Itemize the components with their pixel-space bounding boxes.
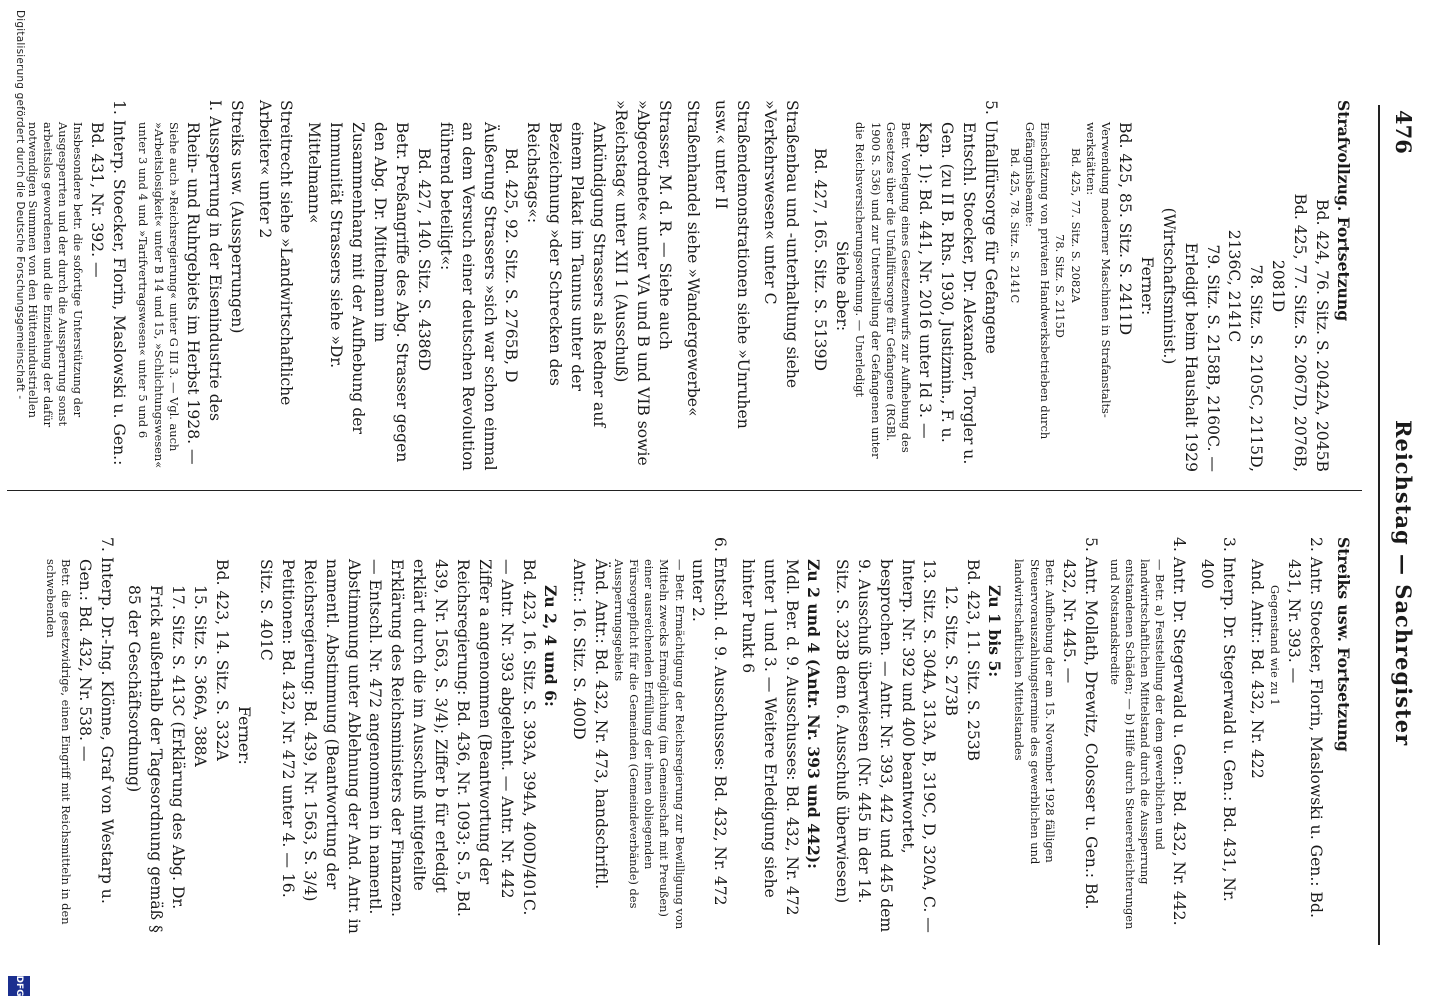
register-entry-line: Ferner:: [1137, 256, 1156, 316]
register-entry-line: Änd. Antr.: Bd. 432, Nr. 473, handschriftl. Antr.: 16. Sitz. S. 400D: [569, 559, 610, 890]
register-entry-line: Mdl. Ber. d. 9. Ausschusses: Bd. 432, Nr. 472 unter 1 und 3. — Weitere Erledigung siehe hinter Punkt 6: [739, 559, 802, 916]
register-entry-line: 6. Entschl. d. 9. Ausschusses: Bd. 432, Nr. 472 unter 2.: [689, 537, 730, 906]
register-entry-line: And. Antr.: Bd. 432, Nr. 422: [1248, 559, 1267, 779]
right-column: [42, 537, 1360, 934]
register-entry-line: 78. Sitz. S. 2115D: [1053, 234, 1068, 338]
register-entry-line: 2136C, 2141C: [1225, 229, 1244, 343]
register-entry-line: Bd. 423, 11. Sitz. S. 253B: [964, 559, 983, 762]
register-entry-line: 12. Sitz. S. 273B: [942, 585, 961, 717]
register-entry-line: Streiks usw. (Aussperrungen): [227, 100, 246, 334]
register-entry-line: — Betr. a) Feststellung der dem gewerblichen und landwirtschaftlichen Mittelstand durch die Aussperrung entstandenen Schäden; — b) Hilfe durch Steuererleichterungen und Notstandskredite: [1107, 559, 1168, 930]
running-title: Reichstag — Sachregister: [1391, 420, 1416, 747]
digitization-note: Digitalisierung gefördert durch die Deutsche Forschungsgemeinschaft -: [14, 10, 26, 400]
register-entry-line: Bd. 425, 85. Sitz. S. 2411D: [1115, 122, 1134, 336]
register-entry-line: Ankündigung Strassers als Redner auf einem Plakat im Taunus unter der Bezeichnung »der Schrecken des Reichstags«:: [524, 122, 609, 428]
register-entry-line: 17. Sitz. S. 413C (Erklärung des Abg. Dr. Frick außerhalb der Tagesordnung gemäß § 85 der Geschäftsordnung): [125, 585, 188, 933]
register-entry-line: Betr. Preßangriffe des Abg. Strasser gegen den Abg. Dr. Mittelmann im Zusammenhang mit der Aufhebung der Immunität Strassers siehe »Dr. Mittelmann«: [305, 122, 411, 463]
register-entry-line: 3. Interp. Dr. Stegerwald u. Gen.: Bd. 431, Nr. 400: [1198, 537, 1239, 902]
column-divider: [7, 490, 1362, 491]
register-entry-line: Insbesondere betr. die sofortige Unterstützung der Ausgesperrten und der durch die Aussperrung sonst arbeitslos gewordenen und die Einziehung der dafür notwendigen Summen von den Hüttenindustriellen: [25, 122, 86, 428]
register-entry-line: 7. Interp. Dr.-Ing. Klönne, Graf von Westarp u. Gen.: Bd. 432, Nr. 538. —: [75, 537, 116, 904]
register-entry-line: Straßenbau und -unterhaltung siehe »Verkehrswesen« unter C: [761, 100, 802, 389]
register-entry-line: Bd. 425, 78. Sitz. S. 2141C: [1007, 148, 1022, 304]
register-entry-line: 1. Interp. Stoecker, Florin, Maslowski u. Gen.: Bd. 431, Nr. 392. —: [88, 100, 129, 466]
register-entry-line: Bd. 427, 165. Sitz. S. 5139D: [811, 148, 830, 372]
register-entry-line: Betr. die gesetzwidrige, einen Eingriff mit Reichsmitteln in den schwebenden: [43, 559, 73, 925]
register-entry-line: Betr. Aufhebung der am 15. November 1928 fälligen Steuervorauszahlungstermine des gewerblichen und landwirtschaftlichen Mittelstandes: [1012, 559, 1057, 865]
register-entry-line: Petitionen: Bd. 432, Nr. 472 unter 4. — 16. Sitz. S. 401C: [256, 559, 297, 898]
register-entry-line: Verwendung moderner Maschinen in Strafanstalts-werkstätten:: [1083, 122, 1114, 418]
register-entry-line: Straßendemonstrationen siehe »Unruhen usw.« unter II: [711, 100, 752, 429]
register-entry-line: Bd. 424, 76. Sitz. S. 2042A, 2045B: [1313, 199, 1332, 472]
page-footer: [0, 0, 36, 1000]
register-entry-line: Zu 1 bis 5:: [985, 585, 1005, 678]
register-entry-line: Bd. 427, 140. Sitz. S. 4386D: [414, 148, 433, 372]
register-entry-line: Bd. 423, 14. Sitz. S. 332A: [213, 559, 232, 761]
register-entry-line: Strasser, M. d. R. — Siehe auch »Abgeordnete« unter VA und B und VIB sowie »Reichstag« unter XII 1 (Ausschuß): [612, 100, 674, 466]
register-entry-line: Zu 2, 4 und 6:: [540, 585, 560, 707]
register-entry-line: Siehe auch »Reichsregierung« unter G III 3. — Vgl. auch »Arbeitslosigkeit« unter B 14 und 15, »Schlichtungswesen« unter 3 und 4 und »Tarifvertragswesen« unter 5 und 6: [136, 122, 181, 469]
register-entry-line: 13. Sitz. S. 304A, 313A, B, 319C, D, 320A, C. — Interp. Nr. 392 und 400 beantwortet, besprochen. — Antr. Nr. 393, 442 und 445 dem 9. Ausschuß überwiesen (Nr. 445 in der 14. Sitz. S. 323B dem 6. Ausschuß überwiesen): [832, 559, 939, 933]
register-entry-line: — Betr. Ermächtigung der Reichsregierung zur Bewilligung von Mitteln zwecks Ermöglichung (im Gemeinschaft mit Preußen) einer ausreichenden Erfüllung der ihnen obliegenden Fürsorgepflicht für die Gemeinden (Gemeindeverbände) des Aussperrungsgebiets: [611, 559, 687, 930]
register-entry-line: Siehe aber:: [833, 240, 852, 332]
register-entry-line: Streiks usw. Fortsetzung: [1334, 537, 1353, 752]
register-entry-line: Erledigt beim Haushalt 1929: [1181, 242, 1200, 472]
register-entry-line: 5. Unfallfürsorge für Gefangene: [981, 100, 1000, 354]
register-entry-line: Ferner:: [235, 706, 254, 765]
register-entry-line: Streitrecht siehe »Landwirtschaftliche Arbeiter« unter 2: [255, 100, 296, 406]
register-entry-line: Bd. 423, 16. Sitz. S. 393A, 394A, 400D/401C. — Antr. Nr. 393 abgelehnt. — Antr. Nr. 442 Ziffer a angenommen (Beantwortung der Reichsregierung: Bd. 436, Nr. 1093; S. 5, Bd. 439, Nr. 1563, S. 3/4); Ziffer b für erledigt erklärt durch die im Ausschuß mitgeteilte Erklärung des Reichsministers der Finanzen. — Entschl. Nr. 472 angenommen in namentl. Abstimmung unter Ablehnung der And. Antr. in namentl. Abstimmung (Beantwortung der Reichsregierung: Bd. 439, Nr. 1563, S. 3/4): [300, 559, 538, 934]
left-column: [25, 100, 1360, 472]
page-header: [1382, 0, 1434, 1000]
dfg-logo: DFG: [8, 976, 30, 996]
register-entry-line: 78. Sitz. S. 2105C, 2115D,: [1247, 264, 1266, 472]
register-entry-line: Bd. 425, 92. Sitz. S. 2765B, D: [502, 148, 521, 383]
register-entry-line: 2. Antr. Stoecker, Florin, Maslowski u. Gen.: Bd. 431, Nr. 393. —: [1285, 537, 1326, 918]
register-entry-line: 5. Antr. Mollath, Drewitz, Colosser u. Gen.: Bd. 432, Nr. 445. —: [1059, 537, 1100, 910]
register-entry-line: (Wirtschaftsminist.): [1159, 207, 1178, 365]
register-entry-line: 4. Antr. Dr. Stegerwald u. Gen.: Bd. 432, Nr. 442.: [1170, 537, 1189, 926]
register-entry-line: Entschl. Stoecker, Dr. Alexander, Torgler u. Gen. (zu II B. Rhs. 1930, Justizmin., F. u. Kap. 1): Bd. 441, Nr. 2016 unter Id 3. —: [915, 122, 978, 465]
register-entry-line: 79. Sitz. S. 2158B, 2160C. —: [1203, 244, 1222, 472]
register-entry-line: Zu 2 und 4 (Antr. Nr. 393 und 442):: [803, 559, 823, 869]
register-entry-line: 2081D: [1269, 259, 1288, 313]
register-entry-line: Gegenstand wie zu 1: [1268, 585, 1283, 706]
register-entry-line: Strafvollzug. Fortsetzung: [1334, 100, 1353, 322]
page-number: 476: [1391, 110, 1416, 154]
register-entry-line: I. Aussperrung in der Eisenindustrie des Rhein- und Ruhrgebiets im Herbst 1928. —: [183, 100, 224, 465]
register-entry-line: Äußerung Strassers »sich war schon einmal an dem Versuch einer deutschen Revolution führend beteiligt«:: [436, 122, 499, 471]
register-entry-line: Bd. 425, 77. Sitz. S. 2082A: [1068, 148, 1083, 303]
header-rule: [1378, 105, 1380, 945]
register-entry-line: Bd. 425, 77. Sitz. S. 2067D, 2076B,: [1291, 193, 1310, 472]
register-entry-line: Einschätzung von privaten Handwerksbetrieben durch Gefängnisbeamte:: [1023, 122, 1053, 440]
register-entry-line: Betr. Vorlegung eines Gesetzentwurfs zur Aufhebung des Gesetzes über die Unfallfürsorge für Gefangene (RGBl. 1900 S. 536) und zur Unterstellung der Gefangenen unter die Reichsversicherungsordnung. — Unerledigt: [853, 122, 913, 459]
register-entry-line: Straßenhandel siehe »Wandergewerbe«: [683, 100, 702, 417]
register-entry-line: 15. Sitz. S. 366A, 388A: [191, 585, 210, 767]
